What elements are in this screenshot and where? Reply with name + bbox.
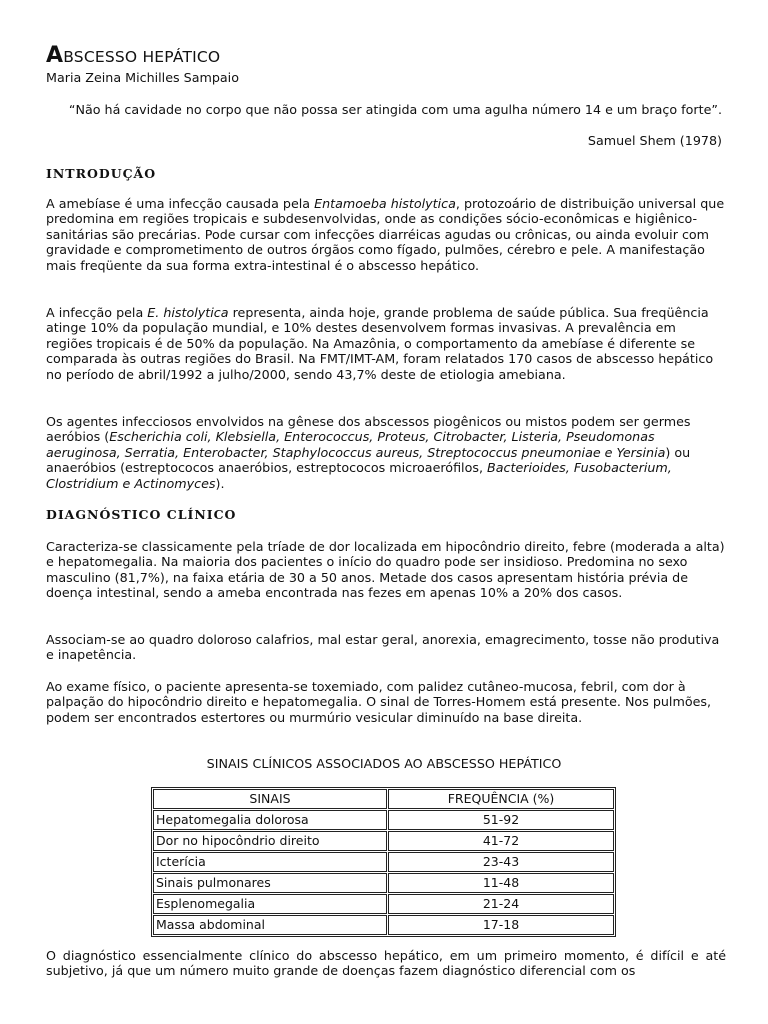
sign-cell: Sinais pulmonares	[153, 873, 387, 893]
epigraph-source: Samuel Shem (1978)	[587, 133, 722, 148]
clinical-signs-table	[151, 787, 616, 937]
frequency-cell: 23-43	[388, 852, 614, 872]
table-row	[153, 894, 614, 914]
organism-name: Entamoeba histolytica	[314, 196, 456, 211]
intro-paragraph-2: A infecção pela E. histolytica representa, ainda hoje, grande problema de saúde pública. Sua freqüência atinge 10% da população mundial, e 10% destes desenvolvem formas invasivas. A prevalência em regiões tropicais é de 50% da população. Na Amazônia, o comportamento da amebíase é diferente se comparada às outras regiões do Brasil. Na FMT/IMT-AM, foram relatados 170 casos de abscesso hepático no período de abril/1992 a julho/2000, sendo 43,7% deste de etiologia amebiana.	[46, 305, 714, 382]
intro-paragraph-3: Os agentes infecciosos envolvidos na gênese dos abscessos piogênicos ou mistos podem ser germes aeróbios (Escherichia coli, Klebsiella, Enterococcus, Proteus, Citrobacter, Listeria, Pseudomonas aeruginosa, Serratia, Enterobacter, Staphylococcus aureus, Streptococcus pneumoniae e Yersinia) ou anaeróbios (estreptococos anaeróbios, estreptococos microaerófilos, Bacterioides, Fusobacterium, Clostridium e Actinomyces).	[46, 414, 691, 491]
sign-cell: Hepatomegalia dolorosa	[153, 810, 387, 830]
clinical-paragraph-3: Ao exame físico, o paciente apresenta-se toxemiado, com palidez cutâneo-mucosa, febril, com dor à palpação do hipocôndrio direito e hepatomegalia. O sinal de Torres-Homem está presente. Nos pulmões, podem ser encontrados estertores ou murmúrio vesicular diminuído na base direita.	[46, 679, 712, 725]
organism-name: E. histolytica	[147, 305, 229, 320]
title-text: BSCESSO HEPÁTICO	[63, 48, 221, 66]
table-row	[153, 873, 614, 893]
section-heading-introduction: INTRODUÇÃO	[46, 166, 157, 181]
document-title	[46, 43, 221, 68]
intro-paragraph-1: A amebíase é uma infecção causada pela Entamoeba histolytica, protozoário de distribuição universal que predomina em regiões tropicais e subdesenvolvidas, onde as condições sócio-econômicas e higiênico-sanitárias são precárias. Pode cursar com infecções diarréicas agudas ou crônicas, ou ainda evoluir com gravidade e comprometimento de outros órgãos como fígado, pulmões, cérebro e pele. A manifestação mais freqüente da sua forma extra-intestinal é o abscesso hepático.	[46, 196, 725, 273]
clinical-paragraph-2: Associam-se ao quadro doloroso calafrios, mal estar geral, anorexia, emagrecimento, tosse não produtiva e inapetência.	[46, 632, 720, 663]
closing-paragraph: O diagnóstico essencialmente clínico do abscesso hepático, em um primeiro momento, é difícil e até subjetivo, já que um número muito grande de doenças fazem diagnóstico diferencial com os	[46, 948, 726, 979]
frequency-cell: 17-18	[388, 915, 614, 935]
sign-cell: Esplenomegalia	[153, 894, 387, 914]
clinical-paragraph-1: Caracteriza-se classicamente pela tríade de dor localizada em hipocôndrio direito, febre (moderada a alta) e hepatomegalia. Na maioria dos pacientes o início do quadro pode ser insidioso. Predomina no sexo masculino (81,7%), na faixa etária de 30 a 50 anos. Metade dos casos apresentam história prévia de doença intestinal, sendo a ameba encontrada nas fezes em apenas 10% a 20% dos casos.	[46, 539, 725, 601]
frequency-cell: 11-48	[388, 873, 614, 893]
column-header-frequency: FREQUÊNCIA (%)	[388, 789, 614, 809]
epigraph-quote: “Não há cavidade no corpo que não possa ser atingida com uma agulha número 14 e um braço forte”.	[68, 102, 722, 117]
table-row	[153, 831, 614, 851]
aerobic-organisms: Escherichia coli, Klebsiella, Enterococcus, Proteus, Citrobacter, Listeria, Pseudomonas aeruginosa, Serratia, Enterobacter, Staphylococcus aureus, Streptococcus pneumoniae e Yersinia	[46, 429, 666, 460]
frequency-cell: 21-24	[388, 894, 614, 914]
author-name: Maria Zeina Michilles Sampaio	[46, 70, 239, 85]
sign-cell: Massa abdominal	[153, 915, 387, 935]
table-row	[153, 852, 614, 872]
table-row	[153, 810, 614, 830]
sign-cell: Icterícia	[153, 852, 387, 872]
anaerobic-organisms: Bacterioides, Fusobacterium, Clostridium e Actinomyces	[46, 460, 672, 491]
section-heading-clinical-diagnosis: DIAGNÓSTICO CLÍNICO	[46, 507, 237, 522]
table-row	[153, 915, 614, 935]
frequency-cell: 51-92	[388, 810, 614, 830]
title-initial: A	[46, 43, 64, 68]
column-header-signs: SINAIS	[153, 789, 387, 809]
table-title: SINAIS CLÍNICOS ASSOCIADOS AO ABSCESSO HEPÁTICO	[206, 756, 562, 771]
table-header-row	[153, 789, 614, 809]
sign-cell: Dor no hipocôndrio direito	[153, 831, 387, 851]
frequency-cell: 41-72	[388, 831, 614, 851]
